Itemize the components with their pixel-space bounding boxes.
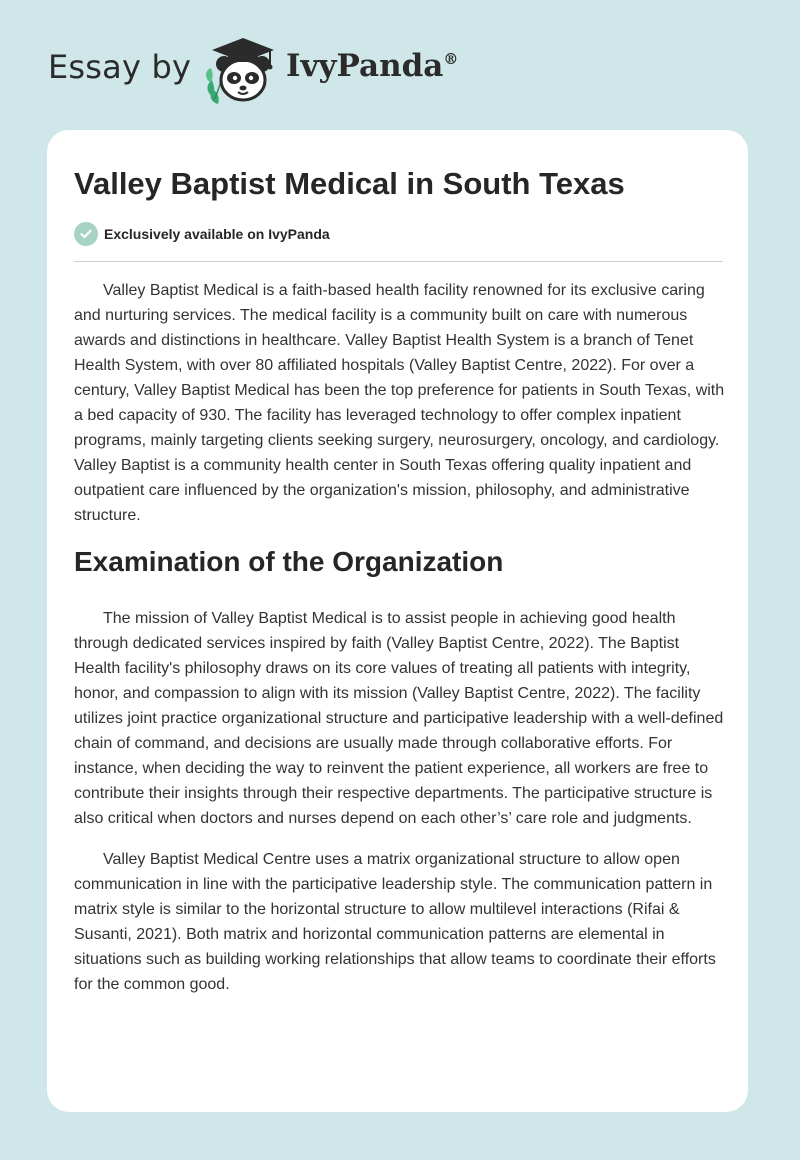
section-heading: Examination of the Organization: [74, 546, 504, 577]
section-paragraph-2: Valley Baptist Medical Centre uses a matrix organizational structure to allow open communication in line with the participative leadership style. The communication pattern in matrix style is similar to the horizontal structure to allow multilevel interactions (Rifai & Susanti, 2021). Both matrix and horizontal communication patterns are elemental in situations such as building working relationships that allow teams to coordinate their efforts for the common good.: [74, 851, 716, 993]
checkmark-icon: [74, 222, 98, 246]
essay-body: [74, 278, 726, 1013]
exclusive-label: Exclusively available on IvyPanda: [104, 226, 330, 242]
panda-graduate-icon: [200, 34, 282, 108]
page-title: Valley Baptist Medical in South Texas: [74, 166, 625, 201]
essay-card: [47, 130, 748, 1112]
section-paragraph-1: The mission of Valley Baptist Medical is to assist people in achieving good health through dedicated services inspired by faith (Valley Baptist Centre, 2022). The Baptist Health facility's philosophy draws on its core values of treating all patients with integrity, honor, and compassion to align with its mission (Valley Baptist Centre, 2022). The facility utilizes joint practice organizational structure and participative leadership with a well-defined chain of command, and decisions are usually made through collaborative efforts. For instance, when deciding the way to reinvent the patient experience, all workers are free to contribute their insights through their respective departments. The participative structure is also critical when doctors and nurses depend on each other’s’ care role and judgments.: [74, 610, 724, 827]
intro-paragraph: Valley Baptist Medical is a faith-based health facility renowned for its exclusive caring and nurturing services. The medical facility is a community built on care with numerous awards and distinctions in healthcare. Valley Baptist Health System is a branch of Tenet Health System, with over 80 affiliated hospitals (Valley Baptist Centre, 2022). For over a century, Valley Baptist Medical has been the top preference for patients in South Texas, with a bed capacity of 930. The facility has leveraged technology to offer complex inpatient programs, mainly targeting clients seeking surgery, neurosurgery, oncology, and cardiology. Valley Baptist is a community health center in South Texas offering quality inpatient and outpatient care influenced by the organization's mission, philosophy, and administrative structure.: [74, 282, 725, 524]
brand-logo-text[interactable]: [286, 48, 458, 84]
essay-by-label: Essay by: [48, 48, 192, 86]
site-header: [48, 34, 548, 114]
divider: [74, 261, 723, 262]
registered-mark: ®: [443, 50, 459, 68]
exclusive-badge: [74, 221, 330, 247]
brand-name: IvyPanda: [286, 48, 444, 84]
